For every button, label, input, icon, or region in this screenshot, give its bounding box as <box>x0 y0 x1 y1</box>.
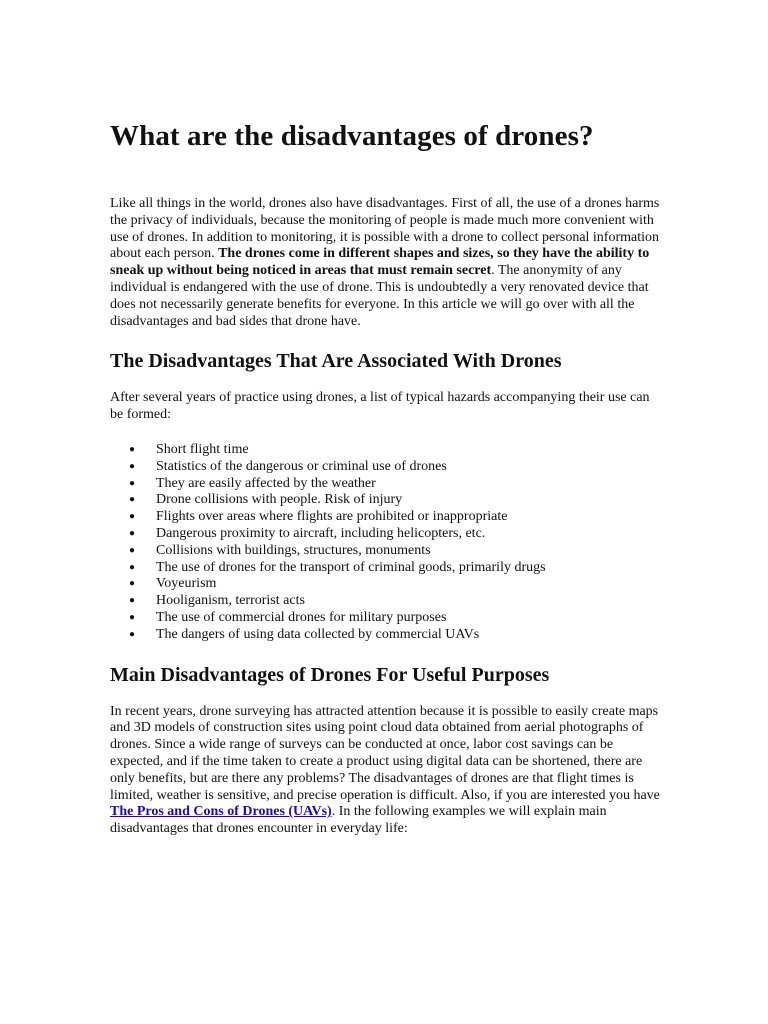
list-item <box>110 492 660 509</box>
list-item <box>110 459 660 476</box>
list-item-text: Statistics of the dangerous or criminal use of drones <box>156 458 447 474</box>
hazards-intro-paragraph: After several years of practice using drones, a list of typical hazards accompanying their use can be formed: <box>110 390 650 423</box>
list-item <box>110 593 660 610</box>
list-item <box>110 476 660 493</box>
bullet-icon: ● <box>129 628 136 640</box>
section-heading-main-disadvantages: Main Disadvantages of Drones For Useful Purposes <box>110 663 550 686</box>
bullet-icon: ● <box>129 443 136 455</box>
section-heading-disadvantages: The Disadvantages That Are Associated With Drones <box>110 350 562 373</box>
list-item-text: Drone collisions with people. Risk of injury <box>156 492 403 508</box>
list-item-text: The use of commercial drones for military purposes <box>156 609 447 625</box>
bullet-icon: ● <box>129 494 136 506</box>
document-page <box>110 118 660 838</box>
list-item-text: Hooliganism, terrorist acts <box>156 593 305 609</box>
list-item <box>110 526 660 543</box>
list-item <box>110 576 660 593</box>
list-item-text: They are easily affected by the weather <box>156 475 376 491</box>
list-item-text: Voyeurism <box>156 576 217 592</box>
bullet-icon: ● <box>129 595 136 607</box>
bullet-icon: ● <box>129 460 136 472</box>
list-item <box>110 442 660 459</box>
list-item <box>110 627 660 644</box>
bullet-icon: ● <box>129 477 136 489</box>
intro-bold-text: The drones come in different shapes and sizes, so they have the ability to sneak up without being noticed in areas that must remain secret <box>110 246 650 279</box>
list-item <box>110 560 660 577</box>
bullet-icon: ● <box>129 511 136 523</box>
intro-text-start: Like all things in the world, drones also have disadvantages. First of all, the use of a drones harms the privacy of individuals, because the monitoring of people is made much more convenient with use of drones. In addition to monitoring, it is possible with a drone to collect personal information about each person. <box>110 196 660 262</box>
list-item-text: Collisions with buildings, structures, monuments <box>156 542 431 558</box>
list-item <box>110 509 660 526</box>
surveying-text-end: . In the following examples we will explain main disadvantages that drones encounter in everyday life: <box>110 804 607 837</box>
surveying-text-start: In recent years, drone surveying has attracted attention because it is possible to easily create maps and 3D models of construction sites using point cloud data obtained from aerial photographs of drones. Since a wide range of surveys can be conducted at once, labor cost savings can be expected, and if the time taken to create a product using digital data can be shortened, there are only benefits, but are there any problems? The disadvantages of drones are that flight times is limited, weather is sensitive, and precise operation is difficult. Also, if you are interested you have <box>110 703 660 803</box>
bullet-icon: ● <box>129 611 136 623</box>
bullet-icon: ● <box>129 578 136 590</box>
bullet-icon: ● <box>129 561 136 573</box>
list-item-text: Dangerous proximity to aircraft, including helicopters, etc. <box>156 525 486 541</box>
surveying-paragraph <box>110 704 660 838</box>
list-item <box>110 610 660 627</box>
bullet-icon: ● <box>129 527 136 539</box>
intro-text-end: . The anonymity of any individual is endangered with the use of drone. This is undoubtedly a very renovated device that does not necessarily generate benefits for everyone. In this article we will go over with all the disadvantages and bad sides that drone have. <box>110 263 649 329</box>
list-item-text: The use of drones for the transport of criminal goods, primarily drugs <box>156 559 546 575</box>
hazard-list <box>110 442 660 644</box>
list-item-text: The dangers of using data collected by commercial UAVs <box>156 626 480 642</box>
intro-paragraph <box>110 196 660 330</box>
list-item <box>110 543 660 560</box>
list-item-text: Short flight time <box>156 441 249 457</box>
bullet-icon: ● <box>129 544 136 556</box>
pros-cons-link[interactable]: The Pros and Cons of Drones (UAVs) <box>110 804 332 820</box>
list-item-text: Flights over areas where flights are prohibited or inappropriate <box>156 509 508 525</box>
page-title: What are the disadvantages of drones? <box>110 120 594 152</box>
